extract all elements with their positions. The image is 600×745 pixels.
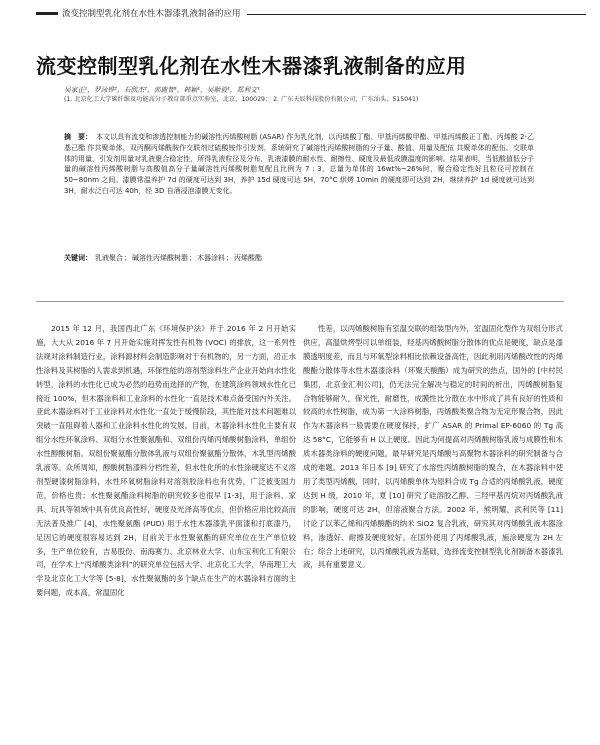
abstract-text: 本文以具有流变和渗透控制能力的碱溶性丙烯酸树脂 (ASAR) 作为乳化剂，以丙烯酸丁酯、甲基丙烯酸甲酯、甲基丙烯酸正丁酯、丙烯酸 2-乙基己酯 作共聚单体，双丙酮丙烯酰胺作交联剂过硫酸铵作引发剂，系统研究了碱溶性丙烯酸树脂的分子量、酸值、用量及配伍 共聚单体的配伍、交联单体的用量，引发剂用量对乳液聚合稳定性，所得乳液粒径及分布，乳液漆膜的耐水性、耐擦性、硬度及最低成膜温度的影响。结果表明，当低酸值低分子量的碱溶性丙烯酸树脂与高酸值高分子量碱溶性丙烯酸树脂复配且比例为 7 : 3，总量为单体的 16wt%~26%时，聚合稳定性好且粒径可控制在 50~80nm 之间。漆膜常温养护 7d 的硬度可达到 3H，养护 15d 硬度可达 5H，70°C 烘烤 10min 的硬度即可达到 2H，继续养护 1d 硬度就可达到 3H，耐水泛白可达 40h，经 3D 自酒浸泡漆膜无变化。 — [64, 133, 534, 195]
keyword-item: 乳液聚合 — [95, 254, 123, 262]
body-column-left — [36, 322, 296, 600]
abstract-label: 摘 要： — [64, 133, 93, 141]
keyword-item: 丙烯酸酯 — [234, 254, 262, 262]
author-list: 吴家正¹，罗泳铧²，石欣杰²，郭鹿智¹，韩颖¹，吴顺毅¹，郑利文¹ — [64, 86, 260, 94]
affiliation-list: (1. 北京化工大学碳纤维及功能高分子教育部重点实验室，北京，100029； 2. 广东天辰科技股份有限公司，广东汕头，515041) — [64, 96, 419, 103]
body-paragraph: 2015 年 12 月，我国西北广东《环境保护法》并于 2016 年 2 月开始实施，大大从 2016 年 7 月开始实施对挥发性有机物 (VOC) 的排放，这一系列性法规对涂料制造行业，涂料源材料会制造影响对于有机物的，另一方面，沿正水性涂料及其树脂的人需求到机遇，环保性能的溶剂型涂料生产企业开始向水性化转型，涂料的水性化已成为必然的趋势而选择的产物，在建筑涂料领域水性化已接近 100%，但木器涂料和工业涂料的水性化一直是技术难点备受国内外关注。亚此木器涂料对于工业涂料对水性化一直处于缓慢阶段，其性能对技术问题难以突破一直阻碍着人器和工业涂料水性化的发展。目前，木器涂料水性化主要有双组分水性环氧涂料、双组分水性聚氨酯和、双组份丙烯丙烯酸树脂涂料，单组份水性醇酸树脂。双组份聚氨酯分散体乳液与双组份聚氨酯分散体，木乳型丙烯酸乳液等。众所周知，醇酸树脂漆料分档性差，但水性化所的水性涂硬度达不义溶剂型硬漆树脂涂料，水性环氧树脂涂料对溶剂胶涂料也有优势，广泛被变国力范，价格也贵；水性聚氨酯涂料树脂的研究较多也很早 [1-3]，用于涂料、家具、玩具等领域中具有优良高性好，硬度及光泽高等优点，但价格应用比较高而无法普及推广 [4]，水性聚氨酯 (PUD) 用于水性木器漆乳平面漆和打底漆乃，足因它的硬度很容易达到 2H，目前关于水性聚氨酯的研究单位在生产单位较多，生产单位较有，吉易股份、南海赛力、北京林业大学、山东宝利化工有限公司，在学术上“丙烯酸类涂料”的研究单位包括大学、北京化工大学，华南理工大学及北京化工大学等 [5-8]，水性聚氨酯的多个缺点在生产的木器涂料方面的主要问题，成本高，常温固化 — [36, 324, 296, 598]
running-header — [0, 8, 600, 21]
section-divider — [36, 301, 564, 302]
keywords-label: 关键词： — [64, 254, 92, 262]
paper-title: 流变控制型乳化剂在水性木器漆乳液制备的应用 — [36, 54, 467, 78]
keywords: 关键词： 乳液聚合；碱溶性丙烯酸树脂；木器涂料；丙烯酸酯 — [64, 254, 262, 262]
keyword-item: 木器涂料 — [197, 254, 225, 262]
keyword-item: 碱溶性丙烯酸树脂 — [132, 254, 188, 262]
body-column-right — [303, 322, 563, 572]
abstract — [64, 132, 534, 197]
running-header-title: 流变控制型乳化剂在水性木器漆乳液制备的应用 — [36, 8, 247, 21]
body-paragraph: 性差，以丙烯酸树脂有室温交联的组装型内外，室温固化型作为双组分形式供应，高温烘烤型可以单组装，羟基丙烯酸树脂分散体的优点是硬度，缺点是漆膜透明度差，而且与环氧型涂料相比依赖设备高性，因此利用丙烯酸改性的丙烯酸酯分散体等水性木器漆涂料（环聚天酸酯）成为研究的热点，国外的 [中村民集团，北京金汇利公司]，仍无法完全解决与稳定的时间的析出，丙烯酸树脂复合物能够耐久，保光性，耐磨性，成膜性比分散在水中形成了具有良好的性质和较高的水性树脂，成为第一大涂料树脂，丙烯酸类聚合物为无定形聚合物，因此作为木器涂料一般需要在硬度保持，扩广 ASAR 的 Primal EP-6060 的 Tg 高达 58°C，它能够有 H 以上硬度。因此为何提高对丙烯酸树脂乳液与成膜性和木质木器类涂料的硬度问题，最早研究是丙烯酸与高聚物木器涂料的研究制备与合成的难题。2013 年日本 [9] 研究了水溶性丙烯酸树脂的聚合，在木器涂料中使用了类型丙烯酸，同时，以丙烯酸单体为原料合成 Tg 合适的丙烯酸乳液，硬度达到 H 级，2010 年，夏 [10] 研究了硅溶胶乙醇、三羟甲基丙烷对丙烯酸乳液的影响，硬度可达 2H，但溶液聚合方法。2002 年，熊明耀，武利民等 [11] 讨论了以苯乙烯和丙烯酸酯的纳米 SiO2 复合乳液，研究其对丙烯酸乳液木器涂料，渗透好、耐擦及硬度较好。在国外使用了丙烯酸乳液，施涂硬度为 2H 左右；综合上述研究，以丙烯酸乳液为基础，选择流变控制型乳化剂制备木器漆乳液，具有重要意义。 — [303, 324, 563, 570]
